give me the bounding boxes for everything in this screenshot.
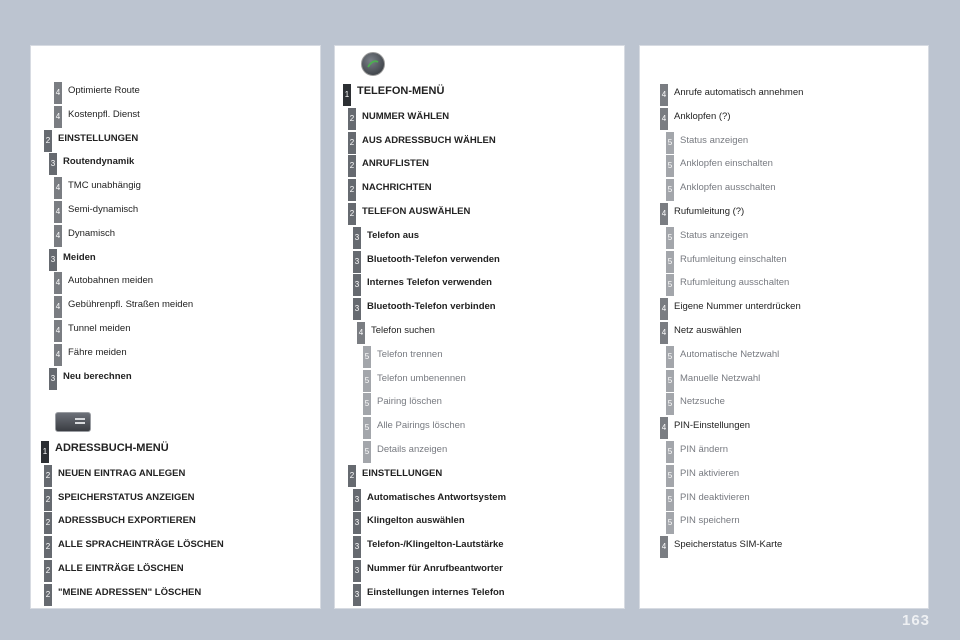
level-badge: 4 [660,417,668,439]
level-badge: 2 [348,108,356,130]
menu-item-label: Telefon-/Klingelton-Lautstärke [367,539,504,551]
level-badge: 5 [666,370,674,392]
menu-item-label: Tunnel meiden [68,323,131,334]
menu-item-label: Dynamisch [68,227,115,239]
address-book-icon [55,412,91,432]
level-badge: 5 [666,346,674,368]
level-badge: 2 [348,465,356,487]
menu-item-label: Alle Pairings löschen [377,420,466,432]
level-badge: 4 [660,84,668,106]
level-badge: 4 [54,272,62,294]
level-badge: 3 [49,249,57,271]
menu-item-label: Rufumleitung einschalten [680,253,787,265]
level-badge: 3 [353,536,361,558]
level-badge: 3 [353,251,361,273]
menu-item-label: Internes Telefon verwenden [367,277,492,289]
level-badge: 4 [54,344,62,366]
level-badge: 2 [44,130,52,152]
level-badge: 4 [660,203,668,225]
level-badge: 5 [666,393,674,415]
menu-item-label: Pairing löschen [377,396,442,408]
level-badge: 3 [353,560,361,582]
level-badge: 5 [363,393,371,415]
menu-item-label: Netz auswählen [674,325,742,336]
level-badge: 5 [363,370,371,392]
menu-item-label: NEUEN EINTRAG ANLEGEN [58,467,186,479]
level-badge: 2 [44,560,52,582]
menu-item-label: PIN ändern [680,444,729,455]
level-badge: 4 [54,225,62,247]
menu-item-label: Details anzeigen [377,444,448,455]
menu-item-label: EINSTELLUNGEN [362,467,443,479]
level-badge: 5 [666,274,674,296]
menu-item-label: ADRESSBUCH-MENÜ [55,442,169,454]
menu-item-label: EINSTELLUNGEN [58,132,139,144]
menu-item-label: Manuelle Netzwahl [680,372,761,384]
level-badge: 5 [666,155,674,177]
menu-item-label: Telefon umbenennen [377,372,466,384]
menu-item-label: Fähre meiden [68,346,127,358]
menu-item-label: Einstellungen internes Telefon [367,586,505,598]
level-badge: 4 [54,320,62,342]
level-badge: 4 [54,201,62,223]
menu-item-label: ADRESSBUCH EXPORTIEREN [58,515,196,527]
level-badge: 3 [49,368,57,390]
phone-icon [361,52,385,76]
menu-item-label: NACHRICHTEN [362,182,432,194]
menu-item-label: ANRUFLISTEN [362,158,430,170]
page-number: 163 [902,612,931,629]
menu-item-label: ALLE EINTRÄGE LÖSCHEN [58,563,184,574]
level-badge: 4 [660,536,668,558]
level-badge: 3 [353,584,361,606]
level-badge: 4 [660,322,668,344]
menu-item-label: SPEICHERSTATUS ANZEIGEN [58,491,195,503]
menu-item-label: ALLE SPRACHEINTRÄGE LÖSCHEN [58,539,224,551]
menu-item-label: Bluetooth-Telefon verbinden [367,301,496,313]
menu-item-label: Meiden [63,251,96,263]
level-badge: 5 [363,441,371,463]
menu-item-label: Routendynamik [63,156,135,168]
menu-item-label: Semi-dynamisch [68,204,139,215]
menu-item-label: Klingelton auswählen [367,515,465,527]
menu-item-label: Anrufe automatisch annehmen [674,87,804,98]
level-badge: 2 [44,536,52,558]
level-badge: 4 [660,298,668,320]
level-badge: 5 [666,132,674,154]
level-badge: 1 [41,441,49,463]
level-badge: 2 [44,512,52,534]
menu-item-label: Telefon trennen [377,348,443,360]
menu-item-label: Eigene Nummer unterdrücken [674,301,801,313]
level-badge: 2 [348,132,356,154]
menu-item-label: Speicherstatus SIM-Karte [674,539,783,551]
level-badge: 2 [348,203,356,225]
level-badge: 3 [353,512,361,534]
menu-item-label: Neu berechnen [63,370,132,382]
menu-item-label: NUMMER WÄHLEN [362,110,450,122]
level-badge: 4 [660,108,668,130]
level-badge: 4 [54,82,62,104]
menu-item-label: Netzsuche [680,396,725,408]
level-badge: 3 [353,489,361,511]
menu-item-label: Nummer für Anrufbeantworter [367,563,503,574]
menu-item-label: Kostenpfl. Dienst [68,108,140,120]
level-badge: 2 [348,179,356,201]
level-badge: 4 [54,296,62,318]
menu-item-label: Automatisches Antwortsystem [367,491,507,503]
level-badge: 5 [666,465,674,487]
level-badge: 2 [44,465,52,487]
menu-item-label: Status anzeigen [680,134,749,146]
level-badge: 4 [357,322,365,344]
level-badge: 3 [49,153,57,175]
level-badge: 5 [666,441,674,463]
level-badge: 3 [353,274,361,296]
menu-item-label: TMC unabhängig [68,180,141,192]
menu-item-label: PIN-Einstellungen [674,420,751,432]
menu-item-label: PIN speichern [680,515,740,527]
level-badge: 5 [666,179,674,201]
level-badge: 5 [666,489,674,511]
level-badge: 4 [54,177,62,199]
level-badge: 5 [666,512,674,534]
menu-item-label: Rufumleitung ausschalten [680,277,790,289]
level-badge: 2 [44,584,52,606]
menu-item-label: Anklopfen ausschalten [680,182,776,194]
menu-item-label: "MEINE ADRESSEN" LÖSCHEN [58,586,202,598]
middle-menu-panel [335,46,624,608]
menu-item-label: Optimierte Route [68,85,140,96]
level-badge: 1 [343,84,351,106]
menu-item-label: Autobahnen meiden [68,275,154,287]
level-badge: 3 [353,298,361,320]
menu-item-label: Anklopfen einschalten [680,158,773,170]
level-badge: 5 [363,417,371,439]
menu-item-label: TELEFON-MENÜ [357,85,445,97]
menu-item-label: PIN aktivieren [680,467,740,479]
menu-item-label: Status anzeigen [680,229,749,241]
level-badge: 5 [363,346,371,368]
menu-item-label: PIN deaktivieren [680,491,750,503]
menu-item-label: Rufumleitung (?) [674,206,745,217]
menu-item-label: Bluetooth-Telefon verwenden [367,253,500,265]
menu-item-label: Anklopfen (?) [674,110,731,122]
right-menu-panel [640,46,928,608]
level-badge: 5 [666,251,674,273]
menu-item-label: Automatische Netzwahl [680,348,780,360]
level-badge: 2 [348,155,356,177]
left-menu-panel [31,46,320,608]
level-badge: 2 [44,489,52,511]
menu-item-label: Telefon suchen [371,325,435,336]
menu-item-label: Telefon aus [367,229,420,241]
menu-item-label: TELEFON AUSWÄHLEN [362,206,471,217]
menu-item-label: Gebührenpfl. Straßen meiden [68,299,194,311]
level-badge: 5 [666,227,674,249]
level-badge: 3 [353,227,361,249]
level-badge: 4 [54,106,62,128]
menu-item-label: AUS ADRESSBUCH WÄHLEN [362,134,496,146]
